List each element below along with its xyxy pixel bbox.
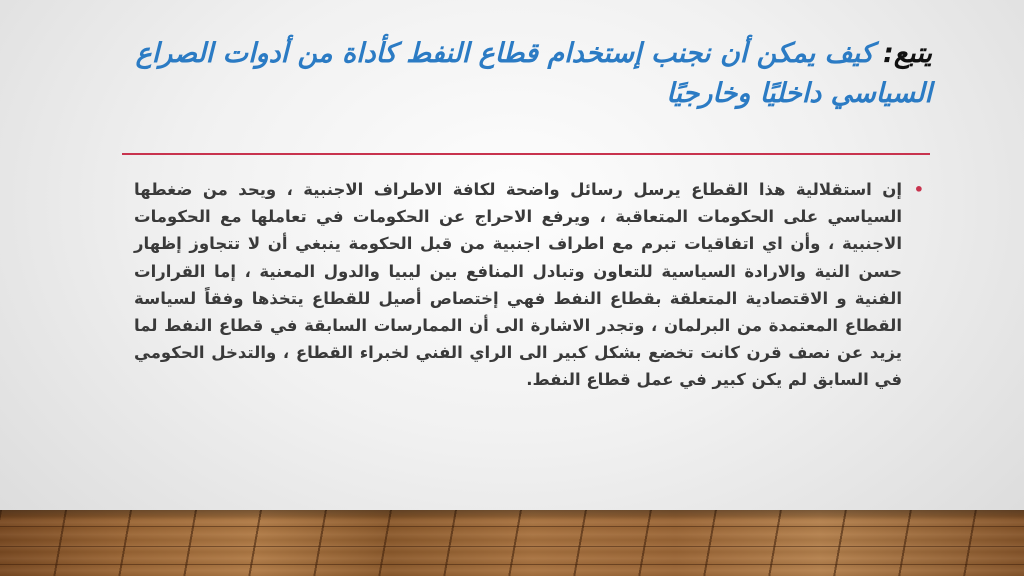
floor-board-line	[0, 564, 1024, 565]
title-divider	[122, 153, 930, 155]
slide-title	[72, 34, 932, 114]
wooden-floor-decoration	[0, 510, 1024, 576]
body-text: إن استقلالية هذا القطاع يرسل رسائل واضحة لكافة الاطراف الاجنبية ، ويحد من ضغطها السياسي على الحكومات المتعاقبة ، ويرفع الاحراج عن الحكومات في تعاملها مع الحكومات الاجنبية ، وأن اي اتفاقيات تبرم مع اطراف اجنبية من قبل الحكومة ينبغي أن لا تتجاوز إظهار حسن النية والارادة السياسية للتعاون وتبادل المنافع بين ليبيا والدول المعنية ، إما القرارات الفنية و الاقتصادية المتعلقة بقطاع النفط فهي إختصاص أصيل للقطاع يتخذها وفقاً لسياسة القطاع المعتمدة من البرلمان ، وتجدر الاشارة الى أن الممارسات السابقة في قطاع النفط لما يزيد عن نصف قرن كانت تخضع بشكل كبير الى الراي الفني لخبراء القطاع ، والتدخل الحكومي في السابق لم يكن كبير في عمل قطاع النفط.	[134, 180, 902, 390]
floor-board-line	[0, 546, 1024, 547]
title-prefix: يتبع:	[883, 38, 932, 69]
floor-board-line	[0, 526, 1024, 527]
title-main: كيف يمكن أن نجنب إستخدام قطاع النفط كأداة من أدوات الصراع السياسي داخليًا وخارجيًا	[135, 38, 932, 109]
bullet-icon: •	[913, 180, 924, 199]
bullet-paragraph	[134, 176, 924, 394]
